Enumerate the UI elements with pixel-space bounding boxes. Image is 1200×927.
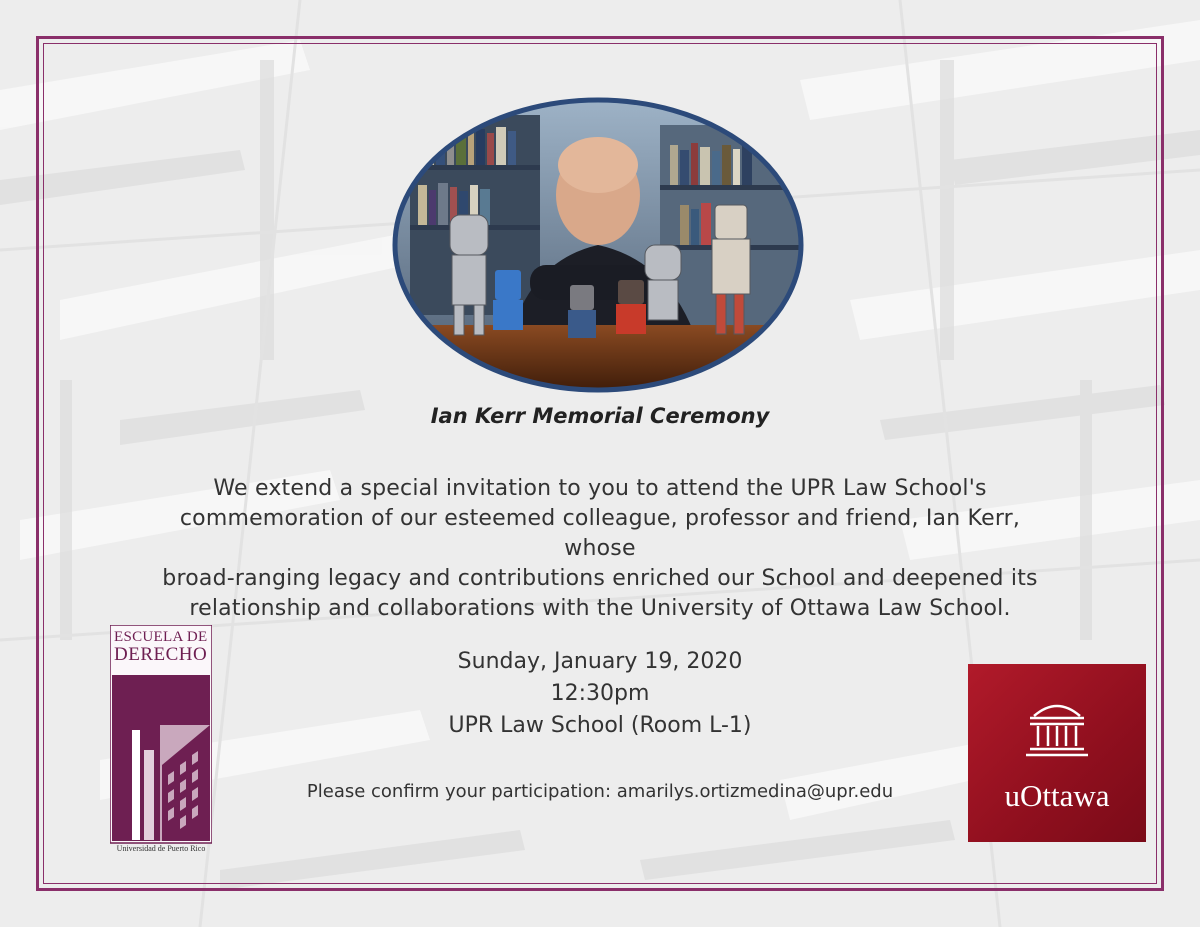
event-time: 12:30pm	[550, 681, 650, 706]
event-location: UPR Law School (Room L-1)	[448, 713, 752, 738]
event-date: Sunday, January 19, 2020	[457, 649, 743, 674]
invitation-line: commemoration of our esteemed colleague, professor and friend, Ian Kerr, whose	[179, 506, 1021, 561]
invitation-line: We extend a special invitation to you to attend the UPR Law School's	[213, 476, 987, 501]
confirm-participation: Please confirm your participation: amarilys.ortizmedina@upr.edu	[306, 781, 894, 802]
portrait-photo	[390, 95, 806, 395]
uottawa-logo	[968, 664, 1146, 842]
upr-law-school-logo	[110, 625, 212, 861]
upr-logo-line1: ESCUELA DE	[114, 629, 208, 645]
event-title: Ian Kerr Memorial Ceremony	[430, 404, 770, 428]
building-icon	[1022, 698, 1092, 760]
uottawa-logo-text: uOttawa	[1004, 778, 1110, 813]
invitation-line: relationship and collaborations with the University of Ottawa Law School.	[189, 596, 1011, 621]
invitation-text	[150, 474, 1050, 624]
upr-logo-footer: Universidad de Puerto Rico	[116, 844, 206, 853]
invitation-line: broad-ranging legacy and contributions enriched our School and deepened its	[162, 566, 1038, 591]
upr-logo-line2: DERECHO	[114, 644, 208, 665]
